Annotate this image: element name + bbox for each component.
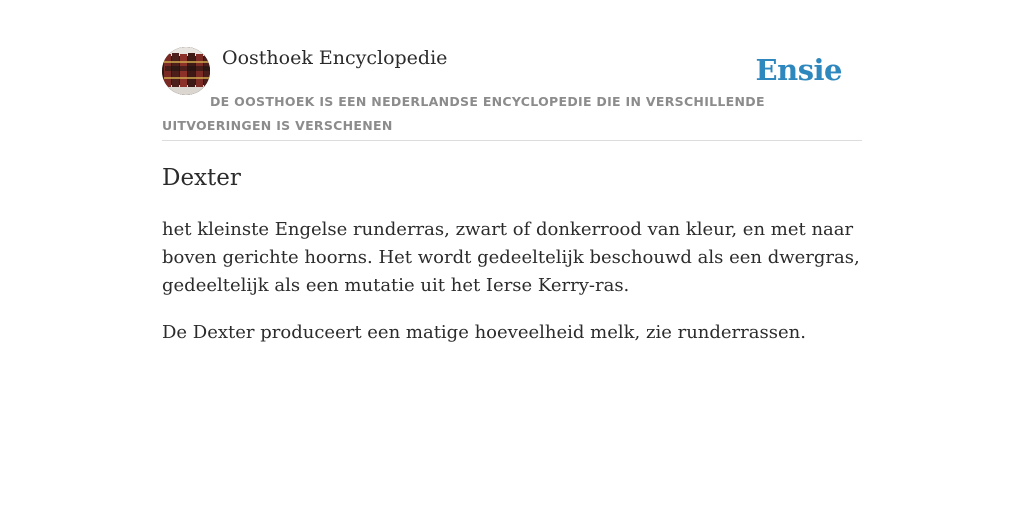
site-title[interactable]: Oosthoek Encyclopedie [222, 47, 448, 69]
article-title: Dexter [162, 165, 241, 191]
brand-logo[interactable]: Ensie [755, 53, 842, 87]
encyclopedia-books-icon[interactable] [162, 47, 210, 95]
article-paragraph-1: het kleinste Engelse runderras, zwart of donkerrood van kleur, en met naar boven gerichte hoorns. Het wordt gedeeltelijk beschouwd als een dwergras, gedeeltelijk als een mutatie uit het Ierse Kerry-ras. [162, 219, 860, 296]
article-body [162, 216, 864, 366]
site-tagline: DE OOSTHOEK IS EEN NEDERLANDSE ENCYCLOPEDIE DIE IN VERSCHILLENDE UITVOERINGEN IS VERSCHENEN [162, 94, 765, 133]
article-paragraph-2: De Dexter produceert een matige hoeveelheid melk, zie runderrassen. [162, 322, 806, 343]
site-header [162, 46, 862, 141]
